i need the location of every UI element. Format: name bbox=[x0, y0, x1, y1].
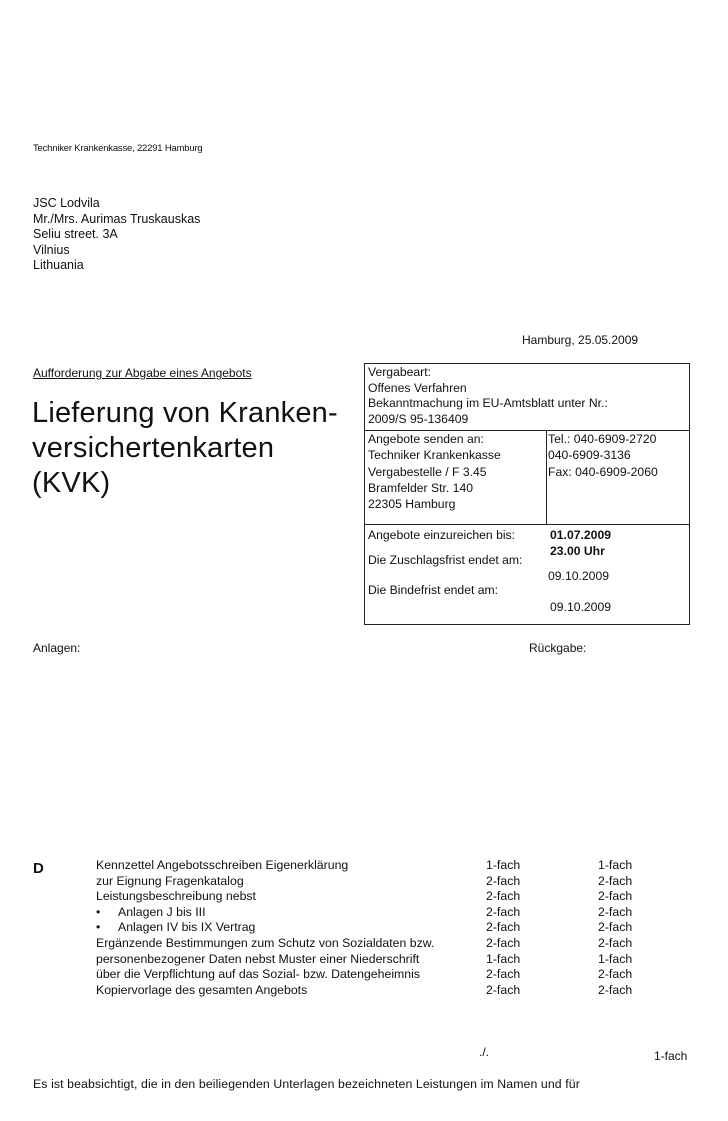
info-line: 040-6909-3136 bbox=[548, 448, 631, 463]
enclosure-count: 2-fach bbox=[486, 982, 521, 997]
trailing-count: 1-fach bbox=[654, 1049, 688, 1063]
enclosure-text: Kennzettel Angebotsschreiben Eigenerklärung bbox=[96, 858, 349, 872]
continuation-mark: ./. bbox=[479, 1045, 490, 1059]
enclosure-list bbox=[96, 858, 434, 998]
bullet-icon: • bbox=[96, 920, 101, 935]
enclosure-text: Anlagen IV bis IX Vertrag bbox=[118, 920, 256, 935]
award-label: Die Zuschlagsfrist endet am: bbox=[368, 553, 523, 567]
recipient-line: Seliu street. 3A bbox=[33, 227, 118, 242]
info-line: Bekanntmachung im EU-Amtsblatt unter Nr.: bbox=[368, 396, 608, 410]
recipient-address bbox=[33, 196, 200, 274]
info-line: 22305 Hamburg bbox=[368, 497, 456, 512]
enclosure-text: Kopiervorlage des gesamten Angebots bbox=[96, 982, 308, 997]
enclosure-count: 1-fach bbox=[486, 951, 521, 966]
tender-info-box bbox=[364, 363, 690, 625]
deadline-time: 23.00 Uhr bbox=[550, 544, 605, 558]
title-line: versichertenkarten bbox=[32, 432, 275, 464]
box-divider bbox=[546, 430, 547, 524]
title-line: (KVK) bbox=[32, 467, 111, 499]
rueckgabe-label: Rückgabe: bbox=[529, 641, 587, 655]
enclosure-count: 2-fach bbox=[486, 967, 521, 982]
footer-text: Es ist beabsichtigt, die in den beiliegenden Unterlagen bezeichneten Leistungen im Namen und für bbox=[33, 1077, 580, 1091]
invitation-heading: Aufforderung zur Abgabe eines Angebots bbox=[33, 366, 252, 380]
info-line: 2009/S 95-136409 bbox=[368, 411, 469, 426]
deadline-date: 01.07.2009 bbox=[550, 528, 611, 542]
enclosure-item bbox=[96, 920, 434, 936]
info-line: Offenes Verfahren bbox=[368, 380, 467, 395]
return-count: 1-fach bbox=[598, 951, 633, 966]
title-line: Lieferung von Kranken- bbox=[32, 397, 338, 429]
deadline-label: Angebote einzureichen bis: bbox=[368, 528, 516, 542]
enclosure-text: Ergänzende Bestimmungen zum Schutz von Sozialdaten bzw. bbox=[96, 935, 435, 950]
info-line: Vergabeart: bbox=[368, 365, 432, 379]
binding-label: Die Bindefrist endet am: bbox=[368, 583, 499, 597]
enclosure-count: 2-fach bbox=[486, 873, 521, 888]
document-title bbox=[32, 396, 338, 501]
vergabeart-block bbox=[368, 365, 608, 427]
enclosure-text: über die Verpflichtung auf das Sozial- bzw. Datengeheimnis bbox=[96, 967, 421, 982]
return-count: 2-fach bbox=[598, 920, 633, 935]
enclosure-text: Anlagen J bis III bbox=[118, 904, 206, 919]
enclosure-count: 2-fach bbox=[486, 935, 521, 950]
contact-block bbox=[548, 431, 658, 480]
enclosure-item bbox=[96, 967, 434, 983]
box-divider bbox=[365, 524, 689, 525]
date-line: Hamburg, 25.05.2009 bbox=[522, 333, 639, 347]
enclosure-item bbox=[96, 936, 434, 952]
send-to-block bbox=[368, 431, 501, 512]
return-count: 2-fach bbox=[598, 889, 633, 904]
info-line: Bramfelder Str. 140 bbox=[368, 480, 473, 495]
enclosure-count: 2-fach bbox=[486, 889, 521, 904]
anlagen-label: Anlagen: bbox=[33, 641, 81, 655]
enclosure-item bbox=[96, 889, 434, 905]
info-line: Techniker Krankenkasse bbox=[368, 448, 501, 463]
return-count: 2-fach bbox=[598, 967, 633, 982]
enclosure-count: 2-fach bbox=[486, 920, 521, 935]
recipient-line: JSC Lodvila bbox=[33, 196, 100, 210]
info-line: Tel.: 040-6909-2720 bbox=[548, 432, 657, 446]
award-date: 09.10.2009 bbox=[548, 569, 609, 583]
enclosure-count: 2-fach bbox=[486, 904, 521, 919]
binding-date: 09.10.2009 bbox=[550, 600, 611, 614]
info-line: Fax: 040-6909-2060 bbox=[548, 464, 658, 479]
return-count: 2-fach bbox=[598, 904, 633, 919]
bullet-icon: • bbox=[96, 904, 101, 919]
sender-line: Techniker Krankenkasse, 22291 Hamburg bbox=[33, 143, 203, 154]
enclosure-item bbox=[96, 905, 434, 921]
enclosure-item bbox=[96, 952, 434, 968]
enclosure-count: 1-fach bbox=[486, 858, 521, 872]
enclosure-item bbox=[96, 858, 434, 874]
return-count: 2-fach bbox=[598, 982, 633, 997]
enclosure-count-column bbox=[486, 858, 520, 998]
recipient-line: Mr./Mrs. Aurimas Truskauskas bbox=[33, 211, 201, 226]
recipient-line: Lithuania bbox=[33, 258, 84, 273]
enclosure-text: personenbezogener Daten nebst Muster einer Niederschrift bbox=[96, 951, 420, 966]
info-line: Angebote senden an: bbox=[368, 432, 484, 446]
return-count: 2-fach bbox=[598, 873, 633, 888]
return-count: 1-fach bbox=[598, 858, 633, 872]
return-count-column bbox=[598, 858, 632, 998]
enclosure-text: Leistungsbeschreibung nebst bbox=[96, 889, 256, 904]
return-count: 2-fach bbox=[598, 935, 633, 950]
enclosure-item bbox=[96, 983, 434, 999]
enclosure-text: zur Eignung Fragenkatalog bbox=[96, 873, 244, 888]
enclosure-item bbox=[96, 874, 434, 890]
info-line: Vergabestelle / F 3.45 bbox=[368, 464, 487, 479]
section-letter: D bbox=[33, 860, 44, 877]
recipient-line: Vilnius bbox=[33, 242, 70, 257]
